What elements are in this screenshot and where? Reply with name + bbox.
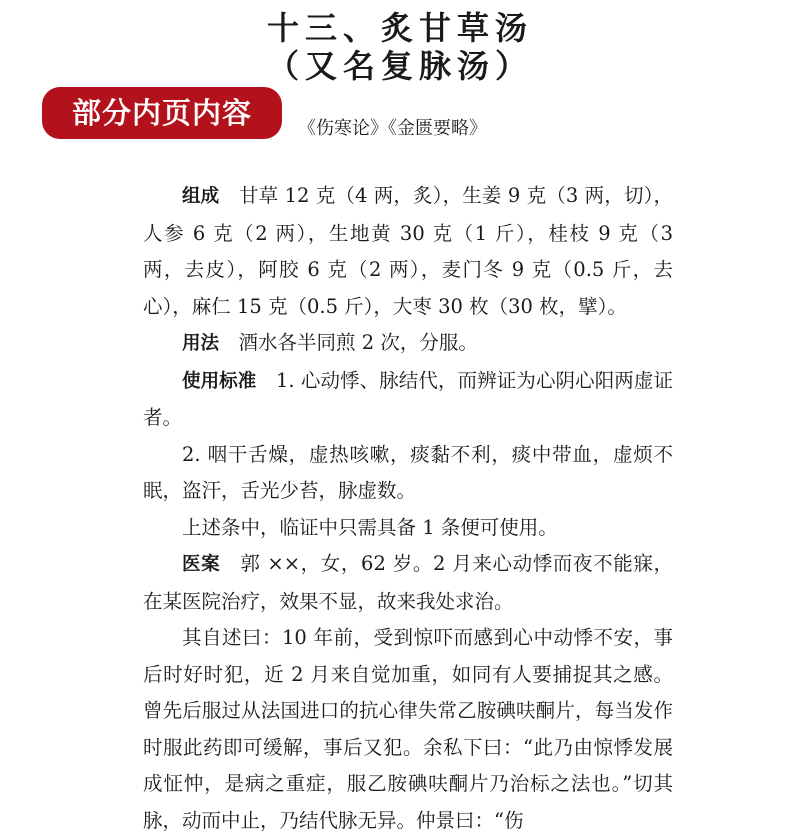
composition-text: 甘草 12 克（4 两，炙），生姜 9 克（3 两，切），人参 6 克（2 两），生地黄 30 克（1 斤），桂枝 9 克（3 两，去皮），阿胶 6 克（2 两），麦门冬 9 克（0.5 斤，去心），麻仁 15 克（0.5 斤），大枣 30 枚（30 枚，擘）。 (143, 184, 673, 318)
criteria-paragraph (143, 363, 673, 437)
usage-label: 用法 (182, 333, 220, 354)
page-title: 十三、炙甘草汤 (266, 9, 533, 47)
composition-paragraph (143, 178, 673, 325)
case-paragraph (143, 546, 673, 620)
page-subtitle: （又名复脉汤） (266, 47, 533, 85)
criteria-item-1: 1. 心动悸、脉结代，而辨证为心阴心阳两虚证者。 (143, 368, 673, 429)
case-paragraph-2: 其自述曰：10 年前，受到惊吓而感到心中动悸不安，事后时好时犯，近 2 月来自觉加重，如同有人要捕捉其之感。曾先后服过从法国进口的抗心律失常乙胺碘呋酮片，每当发作时服此药即可缓解，事后又犯。余私下曰：“此乃由惊悸发展成怔忡，是病之重症，服乙胺碘呋酮片乃治标之法也。”切其脉，动而中止，乃结代脉无异。仲景曰：“伤 (143, 626, 673, 832)
preview-badge: 部分内页内容 (42, 87, 282, 139)
criteria-item-2: 2. 咽干舌燥，虚热咳嗽，痰黏不利，痰中带血，虚烦不眠，盗汗，舌光少苔，脉虚数。 (143, 442, 673, 502)
composition-label: 组成 (182, 186, 220, 207)
source-citation: 《伤寒论》《金匮要略》 (298, 118, 487, 139)
usage-text: 酒水各半同煎 2 次，分服。 (238, 331, 478, 354)
case-text: 郭 ××，女，62 岁。2 月来心动悸而夜不能寐，在某医院治疗，效果不显，故来我处求治。 (143, 552, 673, 613)
criteria-label: 使用标准 (182, 370, 257, 392)
case-label: 医案 (182, 554, 221, 575)
usage-paragraph (143, 325, 673, 363)
criteria-note: 上述条中，临证中只需具备 1 条便可使用。 (182, 515, 558, 539)
article-body (143, 178, 673, 839)
